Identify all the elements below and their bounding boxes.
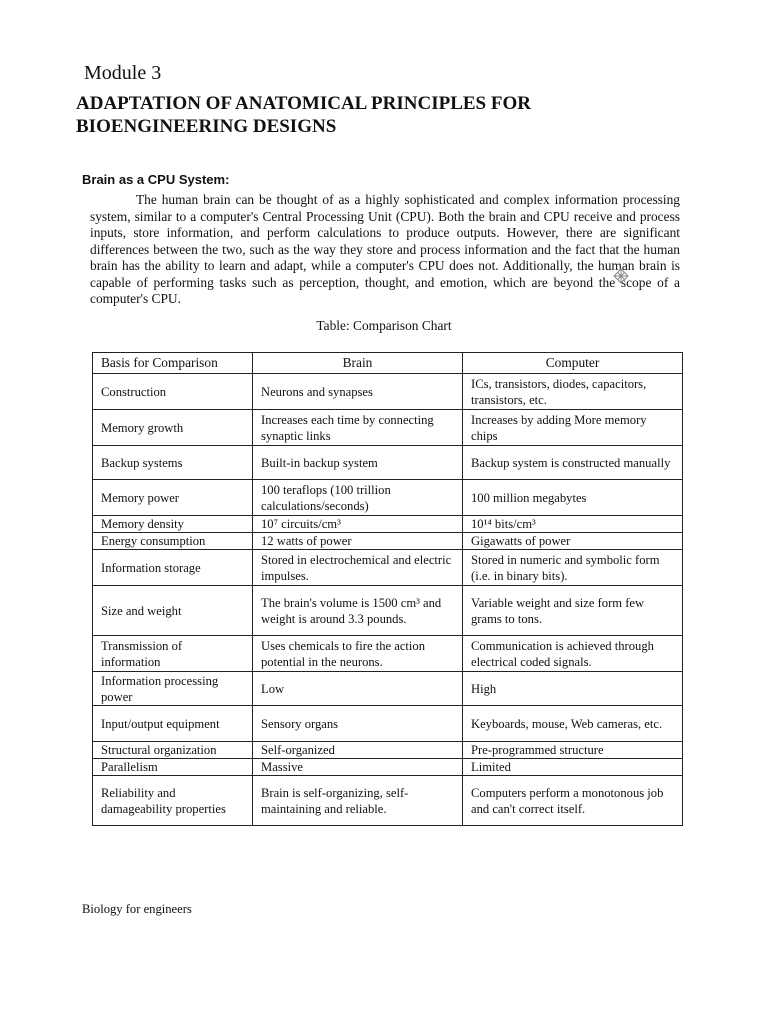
table-row — [93, 672, 683, 706]
table-row — [93, 776, 683, 826]
cell-computer: Stored in numeric and symbolic form (i.e. in binary bits). — [463, 550, 683, 586]
cell-computer: ICs, transistors, diodes, capacitors, transistors, etc. — [463, 374, 683, 410]
cell-basis: Size and weight — [93, 586, 253, 636]
cell-basis: Memory density — [93, 516, 253, 533]
cell-brain: Increases each time by connecting synaptic links — [253, 410, 463, 446]
cell-basis: Structural organization — [93, 742, 253, 759]
section-heading: Brain as a CPU System: — [82, 172, 230, 187]
module-label: Module 3 — [84, 62, 162, 84]
cell-basis: Transmission of information — [93, 636, 253, 672]
cell-computer: Computers perform a monotonous job and can't correct itself. — [463, 776, 683, 826]
cell-brain: Low — [253, 672, 463, 706]
cursor-icon — [613, 268, 629, 284]
cell-basis: Memory growth — [93, 410, 253, 446]
cell-brain: Massive — [253, 759, 463, 776]
table-row — [93, 374, 683, 410]
table-row — [93, 550, 683, 586]
table-caption: Table: Comparison Chart — [316, 318, 452, 333]
cell-basis: Memory power — [93, 480, 253, 516]
table-row — [93, 480, 683, 516]
cell-computer: Gigawatts of power — [463, 533, 683, 550]
cell-brain: Uses chemicals to fire the action potential in the neurons. — [253, 636, 463, 672]
table-row — [93, 410, 683, 446]
cell-computer: Backup system is constructed manually — [463, 446, 683, 480]
cell-brain: The brain's volume is 1500 cm³ and weight is around 3.3 pounds. — [253, 586, 463, 636]
cell-basis: Information processing power — [93, 672, 253, 706]
table-row — [93, 759, 683, 776]
cell-basis: Backup systems — [93, 446, 253, 480]
table-row — [93, 706, 683, 742]
cell-brain: Self-organized — [253, 742, 463, 759]
page-footer: Biology for engineers — [82, 902, 192, 916]
cell-brain: Sensory organs — [253, 706, 463, 742]
cell-basis: Parallelism — [93, 759, 253, 776]
cell-computer: Keyboards, mouse, Web cameras, etc. — [463, 706, 683, 742]
cell-computer: Communication is achieved through electrical coded signals. — [463, 636, 683, 672]
cell-computer: High — [463, 672, 683, 706]
header-brain: Brain — [253, 353, 463, 374]
cell-brain: 100 teraflops (100 trillion calculations/seconds) — [253, 480, 463, 516]
cell-brain: 12 watts of power — [253, 533, 463, 550]
cell-computer: Limited — [463, 759, 683, 776]
cell-computer: Increases by adding More memory chips — [463, 410, 683, 446]
table-row — [93, 533, 683, 550]
cell-computer: Pre-programmed structure — [463, 742, 683, 759]
cell-computer: 10¹⁴ bits/cm³ — [463, 516, 683, 533]
cell-brain: Brain is self-organizing, self-maintaining and reliable. — [253, 776, 463, 826]
table-row — [93, 516, 683, 533]
cell-brain: Stored in electrochemical and electric impulses. — [253, 550, 463, 586]
table-header-row — [93, 353, 683, 374]
cell-computer: 100 million megabytes — [463, 480, 683, 516]
cell-basis: Construction — [93, 374, 253, 410]
cell-brain: 10⁷ circuits/cm³ — [253, 516, 463, 533]
cell-basis: Energy consumption — [93, 533, 253, 550]
table-row — [93, 586, 683, 636]
cell-basis: Input/output equipment — [93, 706, 253, 742]
table-row — [93, 636, 683, 672]
cell-brain: Built-in backup system — [253, 446, 463, 480]
cell-basis: Information storage — [93, 550, 253, 586]
table-row — [93, 742, 683, 759]
header-basis: Basis for Comparison — [93, 353, 253, 374]
cell-brain: Neurons and synapses — [253, 374, 463, 410]
table-row — [93, 446, 683, 480]
comparison-table — [92, 352, 683, 826]
header-computer: Computer — [463, 353, 683, 374]
cell-basis: Reliability and damageability properties — [93, 776, 253, 826]
page-title: ADAPTATION OF ANATOMICAL PRINCIPLES FOR BIOENGINEERING DESIGNS — [76, 93, 531, 137]
cell-computer: Variable weight and size form few grams to tons. — [463, 586, 683, 636]
intro-paragraph: The human brain can be thought of as a highly sophisticated and complex information processing system, similar to a computer's Central Processing Unit (CPU). Both the brain and CPU receive and process inputs, store information, and perform calculations to produce outputs. However, there are significant differences between the two, such as the way they store and process information and the fact that the human brain has the ability to learn and adapt, while a computer's CPU does not. Additionally, the human brain is capable of performing tasks such as perception, thought, and emotion, which are beyond the scope of a computer's CPU. — [90, 192, 680, 306]
